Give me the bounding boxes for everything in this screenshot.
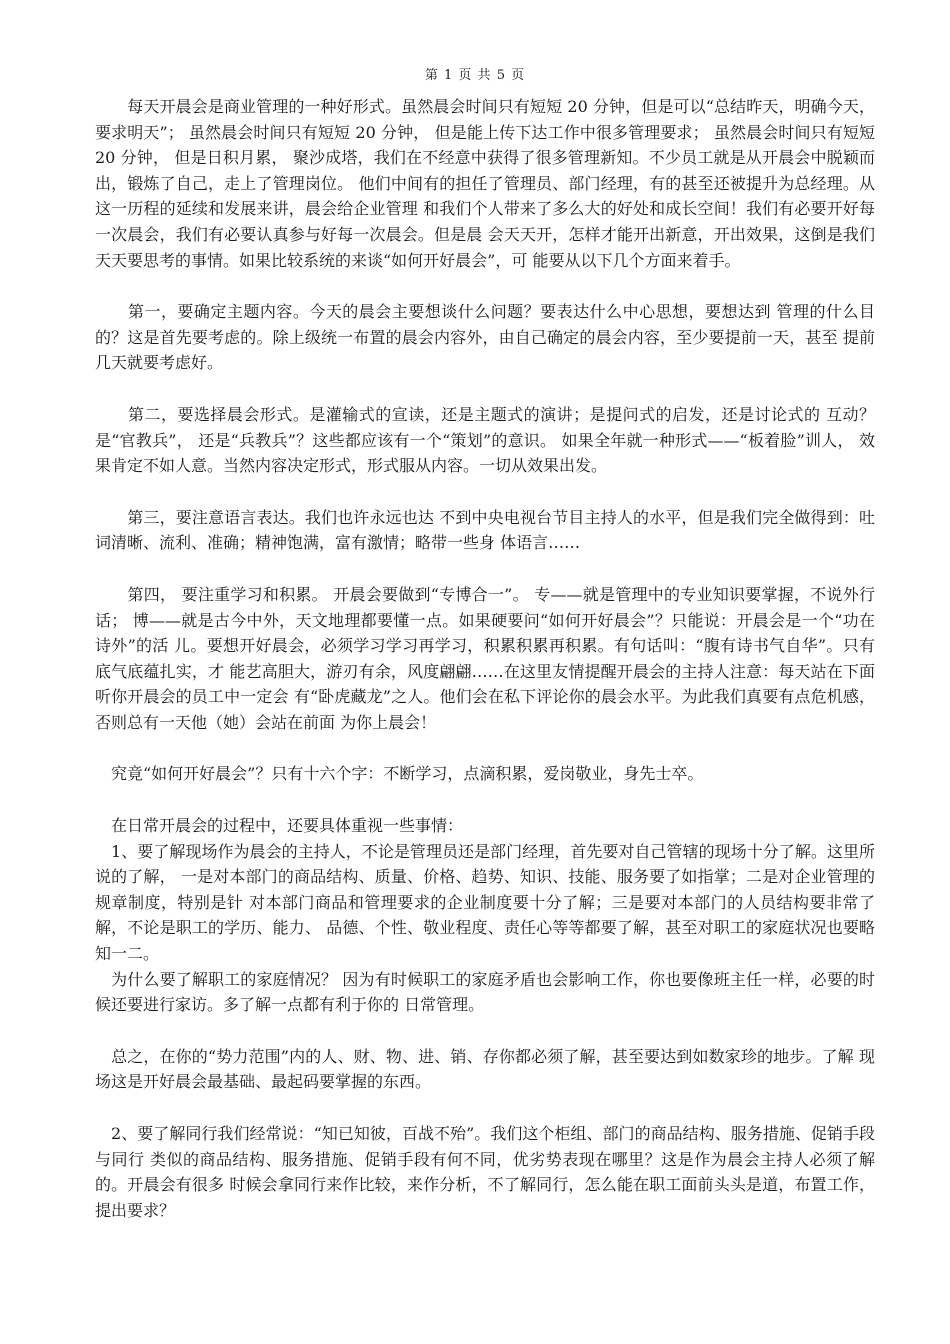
- paragraph-family-situation: 为什么要了解职工的家庭情况？ 因为有时候职工的家庭矛盾也会影响工作，你也要像班主任一样，必要的时候还要进行家访。多了解一点都有利于你的 日常管理。: [95, 969, 875, 1015]
- paragraph-point-4: 第四， 要注重学习和积累。 开晨会要做到“专博合一”。 专——就是管理中的专业知识要掌握，不说外行话； 博——就是古今中外，天文地理都要懂一点。如果硬要问“如何开好晨会”？只能说：开晨会是一个“功在诗外”的活 儿。要想开好晨会，必须学习学习再学习，积累积累再积累。有句话叫：“腹有诗书气自华”。只有底气底蕴扎实，才 能艺高胆大，游刃有余，风度翩翩……在这里友情提醒开晨会的主持人注意：每天站在下面听你开晨会的员工中一定会 有“卧虎藏龙”之人。他们会在私下评论你的晨会水平。为此我们真要有点危机感，否则总有一天他（她）会站在前面 为你上晨会！: [95, 584, 875, 732]
- paragraph-point-1: 第一，要确定主题内容。今天的晨会主要想谈什么问题？要表达什么中心思想，要想达到 管理的什么目的？这是首先要考虑的。除上级统一布置的晨会内容外，由自己确定的晨会内容，至少要提前一天，甚至 提前几天就要考虑好。: [95, 302, 875, 373]
- paragraph-summary: 究竟“如何开好晨会”？只有十六个字：不断学习，点滴积累，爱岗敬业，身先士卒。: [95, 764, 704, 784]
- paragraph-understand-site: 1、要了解现场作为晨会的主持人，不论是管理员还是部门经理，首先要对自己管辖的现场十分了解。这里所说的了解， 一是对本部门的商品结构、质量、价格、趋势、知识、技能、服务要了如指掌；二是对企业管理的规章制度，特别是针 对本部门商品和管理要求的企业制度要十分了解；三是要对本部门的人员结构要非常了解，不论是职工的学历、能力、 品德、个性、敬业程度、责任心等等都要了解，甚至对职工的家庭状况也要略知一二。: [95, 841, 875, 964]
- paragraph-point-2: 第二，要选择晨会形式。是灌输式的宣读，还是主题式的演讲；是提问式的启发，还是讨论式的 互动？是“官教兵”， 还是“兵教兵”？这些都应该有一个“策划”的意识。 如果全年就一种形式——“板着脸”训人， 效果肯定不如人意。当然内容决定形式，形式服从内容。一切从效果出发。: [95, 404, 875, 476]
- paragraph-understand-peers: 2、要了解同行我们经常说：“知已知彼，百战不殆”。我们这个柜组、部门的商品结构、服务措施、促销手段与同行 类似的商品结构、服务措施、促销手段有何不同，优劣势表现在哪里？这是作为晨会主持人必须了解的。开晨会有很多 时候会拿同行来作比较，来作分析，不了解同行，怎么能在职工面前头头是道，布置工作，提出要求？: [95, 1124, 875, 1220]
- page-number-header: 第 1 页 共 5 页: [424, 68, 526, 83]
- paragraph-intro: 每天开晨会是商业管理的一种好形式。虽然晨会时间只有短短 20 分钟，但是可以“总结昨天，明确今天，要求明天”； 虽然晨会时间只有短短 20 分钟， 但是能上传下达工作中很多管理要求； 虽然晨会时间只有短短 20 分钟， 但是日积月累， 聚沙成塔，我们在不经意中获得了很多管理新知。不少员工就是从开晨会中脱颖而出，锻炼了自己，走上了管理岗位。 他们中间有的担任了管理员、部门经理，有的甚至还被提升为总经理。从这一历程的延续和发展来讲，晨会给企业管理 和我们个人带来了多么大的好处和成长空间！我们有必要开好每一次晨会，我们有必要认真参与好每一次晨会。但是晨 会天天开，怎样才能开出新意，开出效果，这倒是我们天天要思考的事情。如果比较系统的来谈“如何开好晨会”，可 能要从以下几个方面来着手。: [95, 97, 875, 270]
- document-body: [95, 94, 875, 1223]
- paragraph-point-3: 第三，要注意语言表达。我们也许永远也达 不到中央电视台节目主持人的水平，但是我们完全做得到：吐词清晰、流利、准确；精神饱满，富有激情；略带一些身 体语言……: [95, 507, 875, 553]
- paragraph-details-intro: 在日常开晨会的过程中，还要具体重视一些事情：: [95, 816, 464, 836]
- paragraph-conclusion-site: 总之，在你的“势力范围”内的人、财、物、进、销、存你都必须了解，甚至要达到如数家珍的地步。了解 现场这是开好晨会最基础、最起码要掌握的东西。: [95, 1046, 875, 1092]
